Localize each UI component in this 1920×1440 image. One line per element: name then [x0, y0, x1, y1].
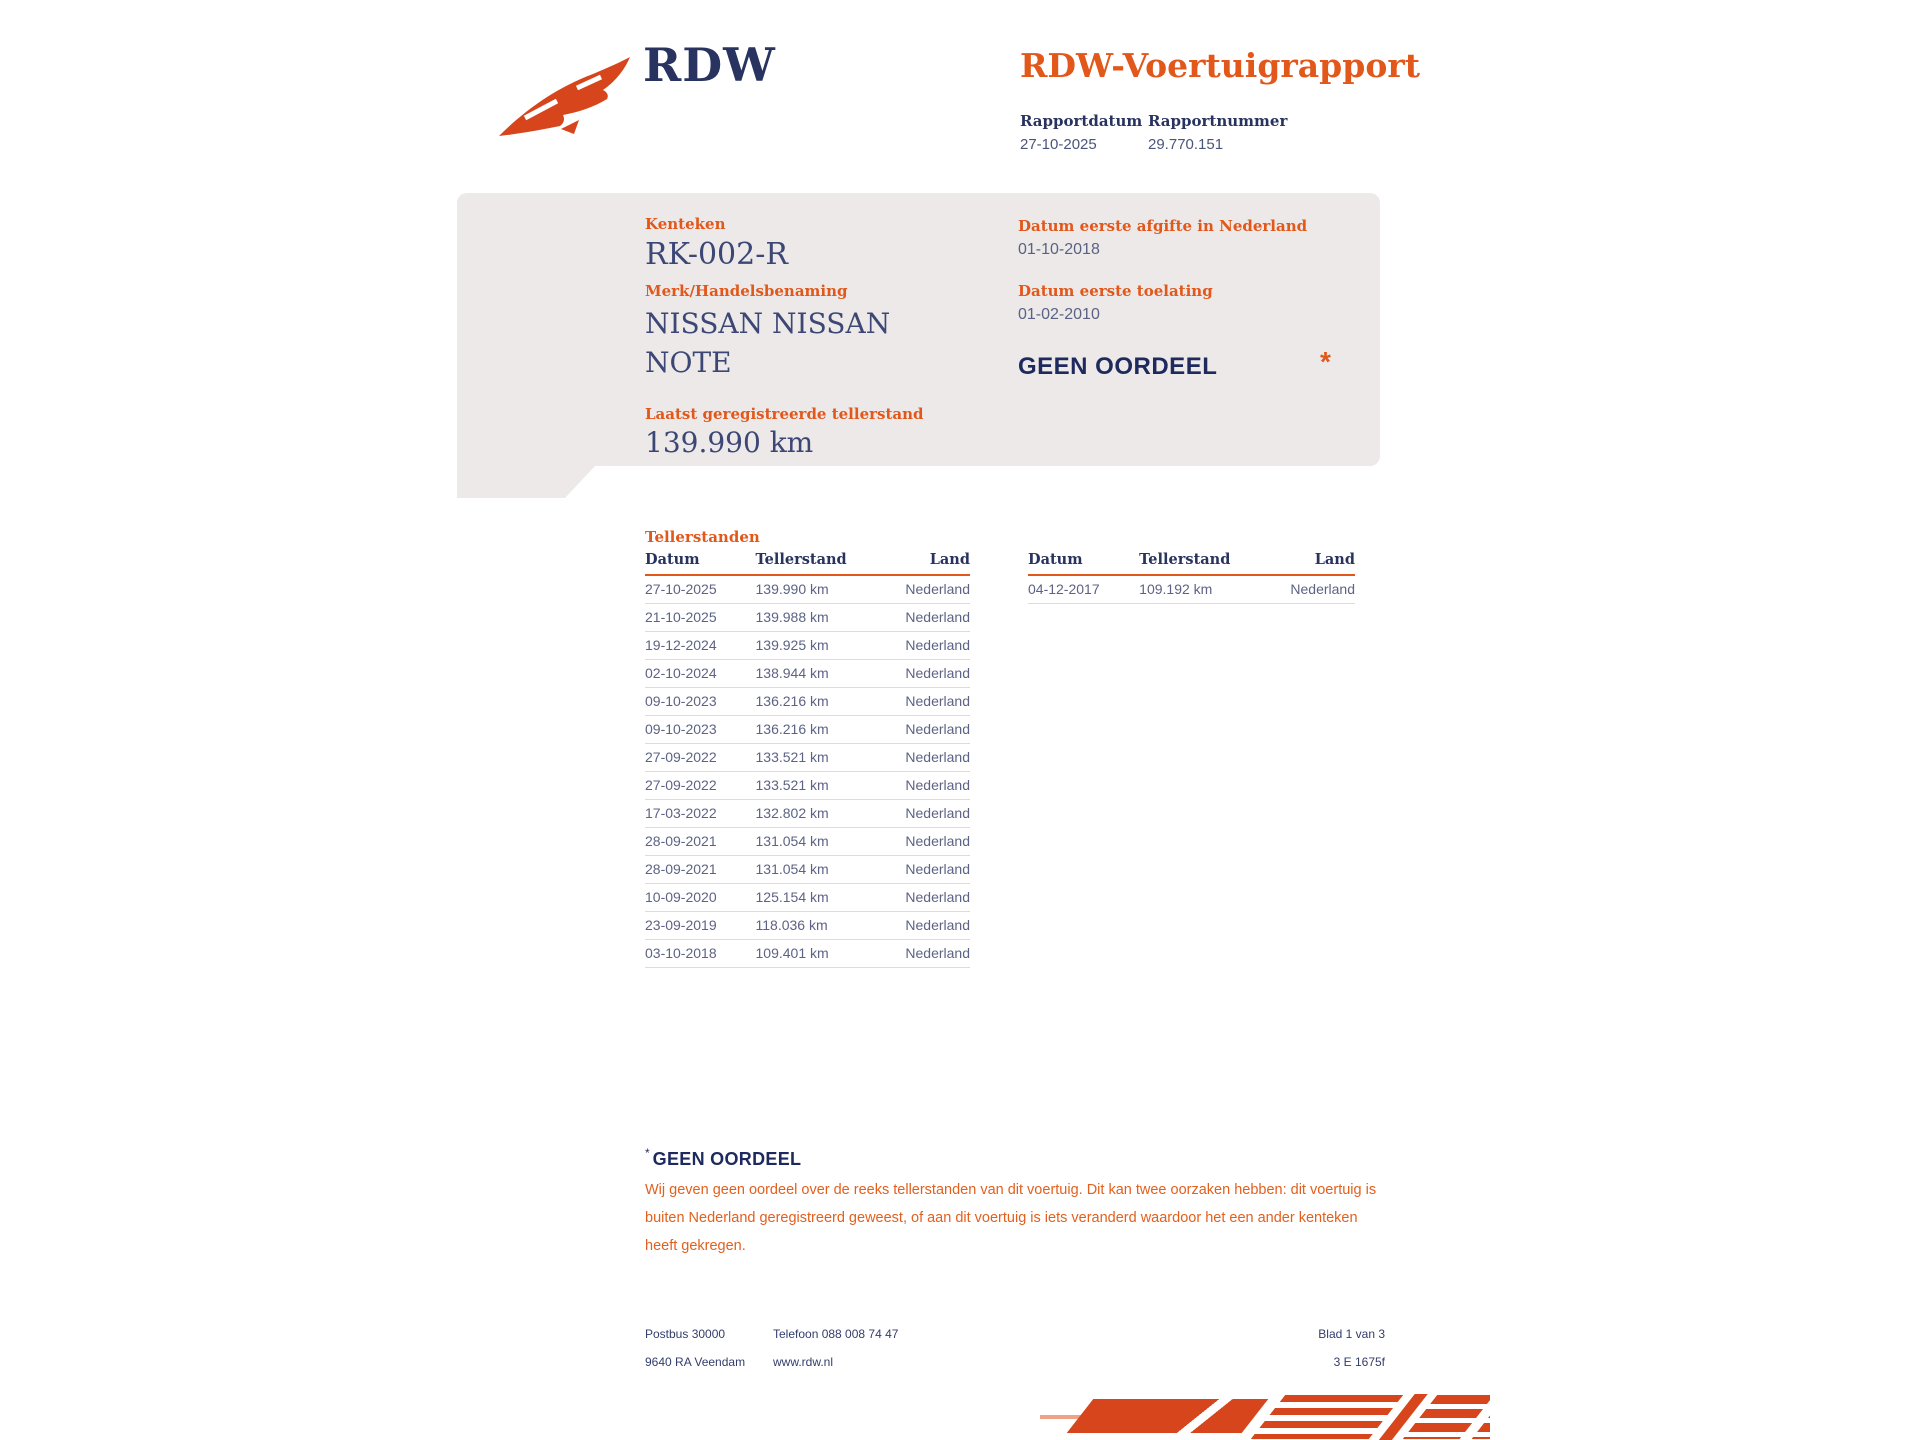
table-row: [645, 800, 970, 828]
toelating-label: Datum eerste toelating: [1018, 282, 1213, 300]
table-cell: Nederland: [876, 632, 970, 660]
table-row: [645, 744, 970, 772]
footnote-title: GEEN OORDEEL: [652, 1149, 802, 1169]
table-row: [645, 716, 970, 744]
table-cell: Nederland: [876, 800, 970, 828]
column-header-tellerstand: Tellerstand: [1139, 549, 1260, 575]
table-cell: 136.216 km: [756, 688, 876, 716]
table-row: [645, 632, 970, 660]
column-header-land: Land: [1260, 549, 1355, 575]
table-cell: 139.988 km: [756, 604, 876, 632]
page-title: RDW-Voertuigrapport: [1020, 46, 1420, 85]
table-cell: Nederland: [876, 604, 970, 632]
table-cell: 27-09-2022: [645, 772, 756, 800]
footer-phone: Telefoon 088 008 74 47: [773, 1327, 899, 1341]
table-row: [645, 828, 970, 856]
table-cell: 109.401 km: [756, 940, 876, 968]
column-header-datum: Datum: [645, 549, 756, 575]
tellerstanden-section-title: Tellerstanden: [645, 528, 760, 546]
table-row: [645, 575, 970, 604]
table-cell: 136.216 km: [756, 716, 876, 744]
footer-address: [645, 1320, 745, 1376]
table-cell: 138.944 km: [756, 660, 876, 688]
table-row: [645, 660, 970, 688]
kenteken-label: Kenteken: [645, 215, 726, 233]
column-header-tellerstand: Tellerstand: [756, 549, 876, 575]
table-cell: 03-10-2018: [645, 940, 756, 968]
footer-contact: [773, 1320, 898, 1376]
table-cell: 21-10-2025: [645, 604, 756, 632]
afgifte-label: Datum eerste afgifte in Nederland: [1018, 217, 1308, 235]
merk-value: NISSAN NISSAN NOTE: [645, 307, 891, 379]
table-cell: 118.036 km: [756, 912, 876, 940]
table-cell: Nederland: [876, 744, 970, 772]
table-cell: 139.990 km: [756, 575, 876, 604]
table-cell: Nederland: [876, 940, 970, 968]
table-row: [645, 940, 970, 968]
table-row: [645, 884, 970, 912]
table-cell: Nederland: [876, 828, 970, 856]
table-cell: 109.192 km: [1139, 575, 1260, 604]
oordeel-status: GEEN OORDEEL: [1018, 353, 1218, 380]
tellerstand-label: Laatst geregistreerde tellerstand: [645, 405, 924, 423]
table-cell: 139.925 km: [756, 632, 876, 660]
speed-block-solid: [1067, 1399, 1269, 1433]
table-row: [645, 604, 970, 632]
table-row: [645, 912, 970, 940]
table-cell: 132.802 km: [756, 800, 876, 828]
footer-postbus: Postbus 30000: [645, 1327, 726, 1341]
vehicle-summary-box-tab: [457, 464, 597, 498]
table-cell: Nederland: [876, 856, 970, 884]
report-date-value: 27-10-2025: [1020, 136, 1097, 153]
table-cell: 04-12-2017: [1028, 575, 1139, 604]
odometer-table-left: [645, 549, 970, 968]
toelating-value: 01-02-2010: [1018, 306, 1100, 323]
footer-page-number: Blad 1 van 3: [1318, 1327, 1385, 1341]
table-cell: 131.054 km: [756, 856, 876, 884]
table-cell: Nederland: [876, 716, 970, 744]
rdw-feather-logo-icon: [495, 50, 635, 138]
table-cell: 27-09-2022: [645, 744, 756, 772]
table-cell: 19-12-2024: [645, 632, 756, 660]
table-row: [645, 688, 970, 716]
footer-website: www.rdw.nl: [773, 1355, 834, 1369]
odometer-table-right: [1028, 549, 1355, 604]
kenteken-value: RK-002-R: [645, 237, 788, 272]
table-cell: Nederland: [876, 660, 970, 688]
rdw-logo-text: RDW: [643, 38, 776, 92]
table-cell: Nederland: [876, 688, 970, 716]
table-cell: 09-10-2023: [645, 688, 756, 716]
table-cell: Nederland: [1260, 575, 1355, 604]
table-cell: 09-10-2023: [645, 716, 756, 744]
speed-block-striped-1: [1251, 1395, 1403, 1439]
table-cell: 17-03-2022: [645, 800, 756, 828]
rdw-speed-stripes-graphic: [1040, 1394, 1490, 1440]
table-cell: Nederland: [876, 884, 970, 912]
footnote-title-row: [645, 1146, 801, 1170]
table-cell: 28-09-2021: [645, 828, 756, 856]
table-cell: 28-09-2021: [645, 856, 756, 884]
table-row: [645, 856, 970, 884]
table-cell: 02-10-2024: [645, 660, 756, 688]
oordeel-asterisk-icon: *: [1320, 346, 1331, 377]
footnote-asterisk-icon: *: [645, 1146, 650, 1160]
footer-form-code: 3 E 1675f: [1333, 1355, 1385, 1369]
table-cell: 27-10-2025: [645, 575, 756, 604]
table-cell: 125.154 km: [756, 884, 876, 912]
table-cell: Nederland: [876, 912, 970, 940]
footnote-text: Wij geven geen oordeel over de reeks tellerstanden van dit voertuig. Dit kan twee oorzaken hebben: dit voertuig is buiten Nederland geregistreerd geweest, of aan dit voertuig is iets veranderd waardoor het een ander kenteken heeft gekregen.: [645, 1182, 1377, 1254]
merk-label: Merk/Handelsbenaming: [645, 282, 848, 300]
table-cell: Nederland: [876, 575, 970, 604]
tellerstand-value: 139.990 km: [645, 426, 814, 459]
report-number-label: Rapportnummer: [1148, 112, 1288, 130]
column-header-land: Land: [876, 549, 970, 575]
table-row: [645, 772, 970, 800]
table-cell: Nederland: [876, 772, 970, 800]
table-cell: 131.054 km: [756, 828, 876, 856]
afgifte-value: 01-10-2018: [1018, 241, 1100, 258]
table-cell: 23-09-2019: [645, 912, 756, 940]
table-header-row: [645, 549, 970, 575]
footer-page-info: [1145, 1320, 1385, 1376]
table-header-row: [1028, 549, 1355, 575]
table-cell: 133.521 km: [756, 772, 876, 800]
table-cell: 10-09-2020: [645, 884, 756, 912]
table-cell: 133.521 km: [756, 744, 876, 772]
report-number-value: 29.770.151: [1148, 136, 1224, 153]
column-header-datum: Datum: [1028, 549, 1139, 575]
footer-city: 9640 RA Veendam: [645, 1355, 746, 1369]
report-date-label: Rapportdatum: [1020, 112, 1143, 130]
table-row: [1028, 575, 1355, 604]
